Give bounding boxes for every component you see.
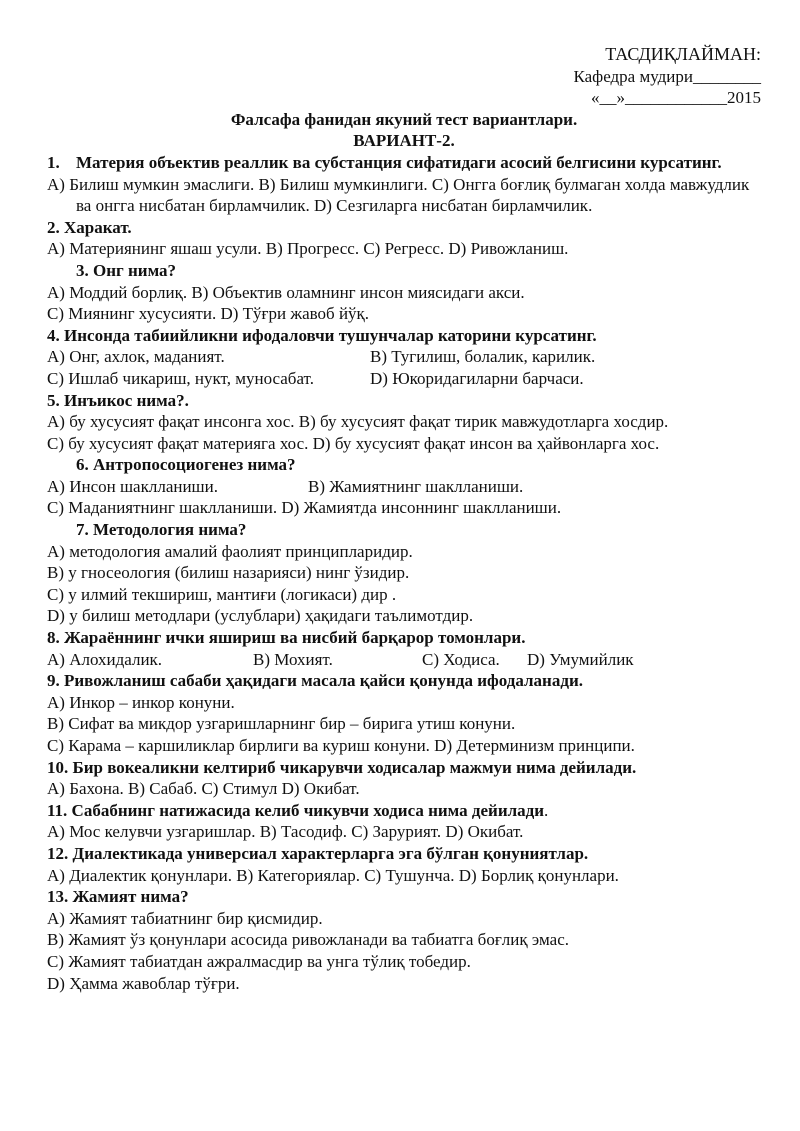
question-12: 12. Диалектикада универсиал характерларга эга бўлган қонуниятлар. bbox=[47, 843, 589, 863]
answer-d: D) Юкоридагиларни барчаси. bbox=[370, 368, 584, 388]
document-title: Фалсафа фанидан якуний тест вариантлари. bbox=[230, 109, 578, 129]
answer-c: C) Ходиса. bbox=[422, 649, 500, 669]
answer-a: A) Жамият табиатнинг бир қисмидир. bbox=[47, 908, 323, 928]
question-number: 1. bbox=[47, 152, 60, 172]
answer-b: B) Жамиятнинг шаклланиши. bbox=[308, 476, 524, 496]
approval-block bbox=[47, 44, 761, 109]
question-punctuation: . bbox=[544, 800, 549, 820]
answer-b: B) Сифат ва микдор узгаришларнинг бир – бирига утиш конуни. bbox=[47, 714, 516, 734]
answer-options: A) Билиш мумкин эмаслиги. B) Билиш мумкинлиги. C) Онгга боғлиқ булмаган холда мавжудлик ва онгга нисбатан бирламчилик. D) Сезгиларга нисбатан бирламчилик. bbox=[47, 174, 750, 216]
question-9: 9. Ривожланиш сабаби ҳақидаги масала қайси қонунда ифодаланади. bbox=[47, 671, 583, 691]
question-11 bbox=[47, 800, 761, 822]
document-page bbox=[47, 44, 761, 994]
question-13: 13. Жамият нима? bbox=[47, 887, 189, 907]
department-head-line: Кафедра мудири________ bbox=[573, 66, 761, 86]
answer-options: A) Материянинг яшаш усули. B) Прогресс. C) Регресс. D) Ривожланиш. bbox=[47, 239, 569, 259]
answer-c: C) Жамият табиатдан ажралмасдир ва унга тўлиқ тобедир. bbox=[47, 951, 471, 971]
answer-options: A) Диалектик қонунлари. B) Категориялар. C) Тушунча. D) Борлиқ қонунлари. bbox=[47, 865, 619, 885]
question-7: 7. Методология нима? bbox=[76, 520, 247, 540]
question-5: 5. Инъикос нима?. bbox=[47, 390, 189, 410]
answer-c: C) Ишлаб чикариш, нукт, муносабат. bbox=[47, 368, 314, 388]
question-text: Материя объектив реаллик ва субстанция сифатидаги асосий белгисини курсатинг. bbox=[76, 152, 722, 172]
question-10: 10. Бир вокеаликни келтириб чикарувчи ходисалар мажмуи нима дейилади. bbox=[47, 757, 637, 777]
answer-options: A) Моддий борлиқ. B) Объектив оламнинг инсон миясидаги акси. bbox=[47, 282, 525, 302]
answer-options: A) бу хусусият фақат инсонга хос. B) бу хусусият фақат тирик мавжудотларга хосдир. bbox=[47, 412, 669, 432]
question-4: 4. Инсонда табиийликни ифодаловчи тушунчалар каторини курсатинг. bbox=[47, 325, 597, 345]
answer-options: C) Маданиятнинг шаклланиши. D) Жамиятда инсоннинг шаклланиши. bbox=[47, 498, 562, 518]
answer-row bbox=[47, 476, 761, 498]
answer-c: C) у илмий текшириш, мантиғи (логикаси) дир . bbox=[47, 584, 397, 604]
answer-b: B) Тугилиш, болалик, карилик. bbox=[370, 347, 596, 367]
answer-a: A) Алохидалик. bbox=[47, 649, 163, 669]
answer-options: C) бу хусусият фақат материяга хос. D) бу хусусият фақат инсон ва ҳайвонларга хос. bbox=[47, 433, 660, 453]
answer-options: A) Мос келувчи узгаришлар. B) Тасодиф. C) Зарурият. D) Окибат. bbox=[47, 822, 524, 842]
answer-a: A) методология амалий фаолият принципларидир. bbox=[47, 541, 413, 561]
answer-row bbox=[47, 649, 761, 671]
approval-title: ТАСДИҚЛАЙМАН: bbox=[605, 44, 761, 64]
answer-b: B) Жамият ўз қонунлари асосида ривожланади ва табиатга боғлиқ эмас. bbox=[47, 930, 570, 950]
answer-d: D) Умумийлик bbox=[527, 649, 634, 669]
answer-options: C) Миянинг хусусияти. D) Тўғри жавоб йўқ. bbox=[47, 304, 370, 324]
answer-a: A) Онг, ахлок, маданият. bbox=[47, 347, 225, 367]
answer-a: A) Инкор – инкор конуни. bbox=[47, 692, 235, 712]
question-1 bbox=[47, 152, 761, 174]
answer-row bbox=[47, 368, 761, 390]
answer-d: D) Ҳамма жавоблар тўғри. bbox=[47, 973, 240, 993]
answer-c-d: C) Карама – каршиликлар бирлиги ва куриш конуни. D) Детерминизм принципи. bbox=[47, 736, 635, 755]
answer-b: B) Мохият. bbox=[253, 649, 333, 669]
question-8: 8. Жараённинг ички яшириш ва нисбий барқарор томонлари. bbox=[47, 628, 526, 648]
question-text: 11. Сабабнинг натижасида келиб чикувчи ходиса нима дейилади bbox=[47, 800, 545, 820]
variant-title: ВАРИАНТ-2. bbox=[353, 131, 455, 151]
answer-row bbox=[47, 346, 761, 368]
answer-a: A) Инсон шаклланиши. bbox=[47, 476, 218, 496]
answer-d: D) у билиш методлари (услублари) ҳақидаги таълимотдир. bbox=[47, 606, 474, 626]
answer-options: A) Бахона. B) Сабаб. C) Стимул D) Окибат. bbox=[47, 779, 360, 799]
approval-date-line: «__»____________2015 bbox=[591, 88, 761, 108]
question-3: 3. Онг нима? bbox=[76, 260, 177, 280]
question-2: 2. Харакат. bbox=[47, 217, 132, 237]
question-6: 6. Антропосоциогенез нима? bbox=[76, 455, 296, 475]
answer-b: B) у гносеология (билиш назарияси) нинг ўзидир. bbox=[47, 563, 410, 583]
